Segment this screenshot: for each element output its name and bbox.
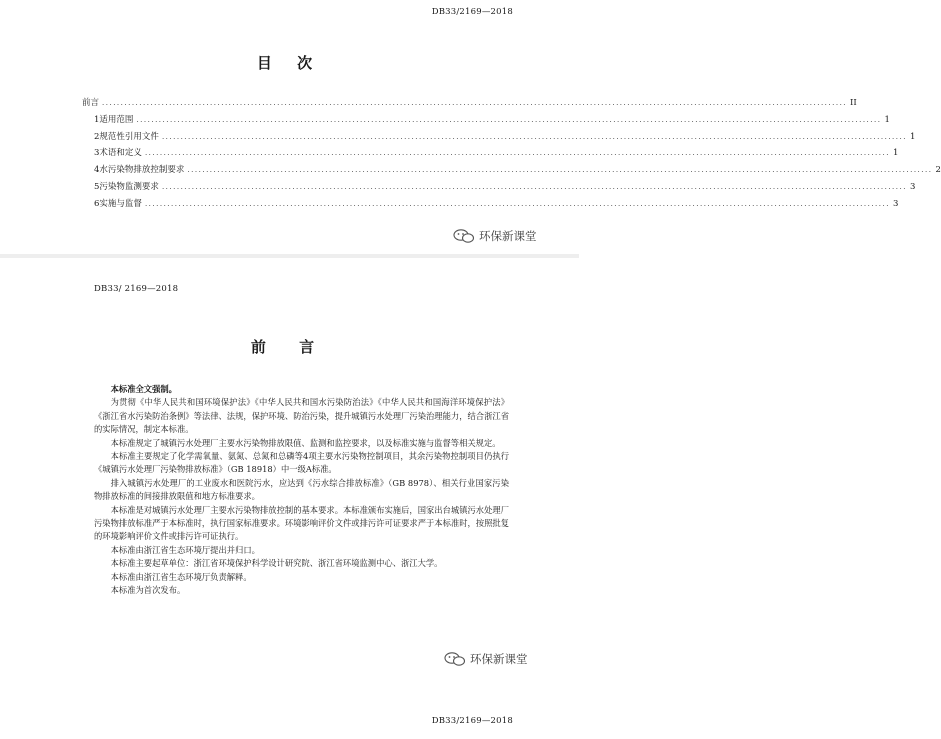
- toc-page-number: 3: [892, 198, 899, 209]
- toc-row[interactable]: [94, 197, 899, 214]
- toc-leader-dots: ........................................................................................................................................................................................................: [102, 99, 848, 107]
- toc-number: 2: [94, 131, 100, 142]
- toc-label: 适用范围: [99, 114, 134, 125]
- page1-header-code: DB33/2169—2018: [431, 7, 513, 17]
- toc-number: 3: [94, 148, 100, 159]
- toc-number: 5: [94, 181, 100, 192]
- toc-row[interactable]: [94, 163, 941, 180]
- preface-title: 前 言: [250, 338, 329, 356]
- preface-paragraph: 排入城镇污水处理厂的工业废水和医院污水，应达到《污水综合排放标准》（GB 8978）、相关行业国家污染物排放标准的间接排放限值和地方标准要求。: [94, 477, 509, 502]
- toc-leader-dots: ........................................................................................................................................................................................................: [187, 166, 933, 175]
- preface-paragraph: 本标准全文强制。: [110, 384, 177, 394]
- toc-number: 4: [94, 165, 100, 176]
- preface-paragraph: 本标准规定了城镇污水处理厂主要水污染物排放限值、监测和监控要求，以及标准实施与监督等相关规定。: [110, 437, 501, 448]
- watermark-2-text: 环保新课堂: [470, 652, 528, 666]
- preface-paragraph: 本标准主要起草单位：浙江省环境保护科学设计研究院、浙江省环境监测中心、浙江大学。: [110, 558, 443, 569]
- toc-page-number: 1: [892, 148, 899, 159]
- toc-row[interactable]: [94, 130, 916, 147]
- toc-label: 前言: [82, 98, 100, 108]
- toc-page-number: 3: [909, 181, 916, 192]
- preface-paragraph: 本标准由浙江省生态环境厅提出并归口。: [110, 544, 260, 555]
- toc-title: 目 次: [256, 54, 323, 72]
- toc-page-number: II: [850, 98, 857, 108]
- toc-row[interactable]: [94, 113, 890, 130]
- toc-page-number: 1: [884, 114, 890, 125]
- page2-footer-code: DB33/2169—2018: [431, 716, 513, 726]
- toc-page-number: 1: [909, 131, 916, 142]
- toc-leader-dots: ........................................................................................................................................................................................................: [136, 115, 882, 124]
- toc-leader-dots: ........................................................................................................................................................................................................: [161, 182, 907, 191]
- preface-paragraph: 本标准为首次发布。: [110, 585, 186, 596]
- toc-leader-dots: ........................................................................................................................................................................................................: [144, 149, 890, 158]
- toc-leader-dots: ........................................................................................................................................................................................................: [161, 132, 907, 141]
- toc-page-number: 2: [935, 165, 941, 176]
- toc-row[interactable]: [94, 146, 899, 163]
- preface-paragraph: 本标准由浙江省生态环境厅负责解释。: [110, 571, 252, 582]
- toc-row[interactable]: [94, 180, 916, 197]
- toc-number: 1: [94, 114, 100, 125]
- page2-header-code: DB33/ 2169—2018: [94, 284, 179, 294]
- wechat-logo-icon: [453, 229, 475, 243]
- wechat-logo-icon: [444, 652, 466, 666]
- toc-label: 实施与监督: [99, 198, 142, 209]
- toc-label: 污染物监测要求: [99, 181, 159, 192]
- preface-paragraph: 为贯彻《中华人民共和国环境保护法》《中华人民共和国水污染防治法》《中华人民共和国海洋环境保护法》《浙江省水污染防治条例》等法律、法规，保护环境、防治污染，提升城镇污水处理厂污染治理能力，结合浙江省的实际情况，制定本标准。: [94, 397, 509, 435]
- toc-label: 规范性引用文件: [99, 131, 159, 142]
- toc-number: 6: [94, 198, 100, 209]
- page-separator: [0, 254, 579, 258]
- toc-label: 水污染物排放控制要求: [99, 165, 185, 176]
- toc-label: 术语和定义: [99, 148, 142, 159]
- toc-leader-dots: ........................................................................................................................................................................................................: [144, 199, 890, 208]
- watermark-1: [453, 228, 537, 244]
- preface-paragraph: 本标准是对城镇污水处理厂主要水污染物排放控制的基本要求。本标准颁布实施后，国家出台城镇污水处理厂污染物排放标准严于本标准时，执行国家标准要求。环境影响评价文件或排污许可证要求严于本标准时，按照批复的环境影响评价文件或排污许可证执行。: [94, 504, 509, 542]
- toc-row[interactable]: [82, 96, 857, 113]
- watermark-2: [444, 651, 528, 667]
- preface-body: [94, 383, 509, 598]
- table-of-contents: [82, 96, 941, 214]
- watermark-1-text: 环保新课堂: [479, 229, 537, 243]
- preface-paragraph: 本标准主要规定了化学需氧量、氨氮、总氮和总磷等4项主要水污染物控制项目，其余污染物控制项目仍执行《城镇污水处理厂污染物排放标准》（GB 18918）中一级A标准。: [94, 451, 509, 475]
